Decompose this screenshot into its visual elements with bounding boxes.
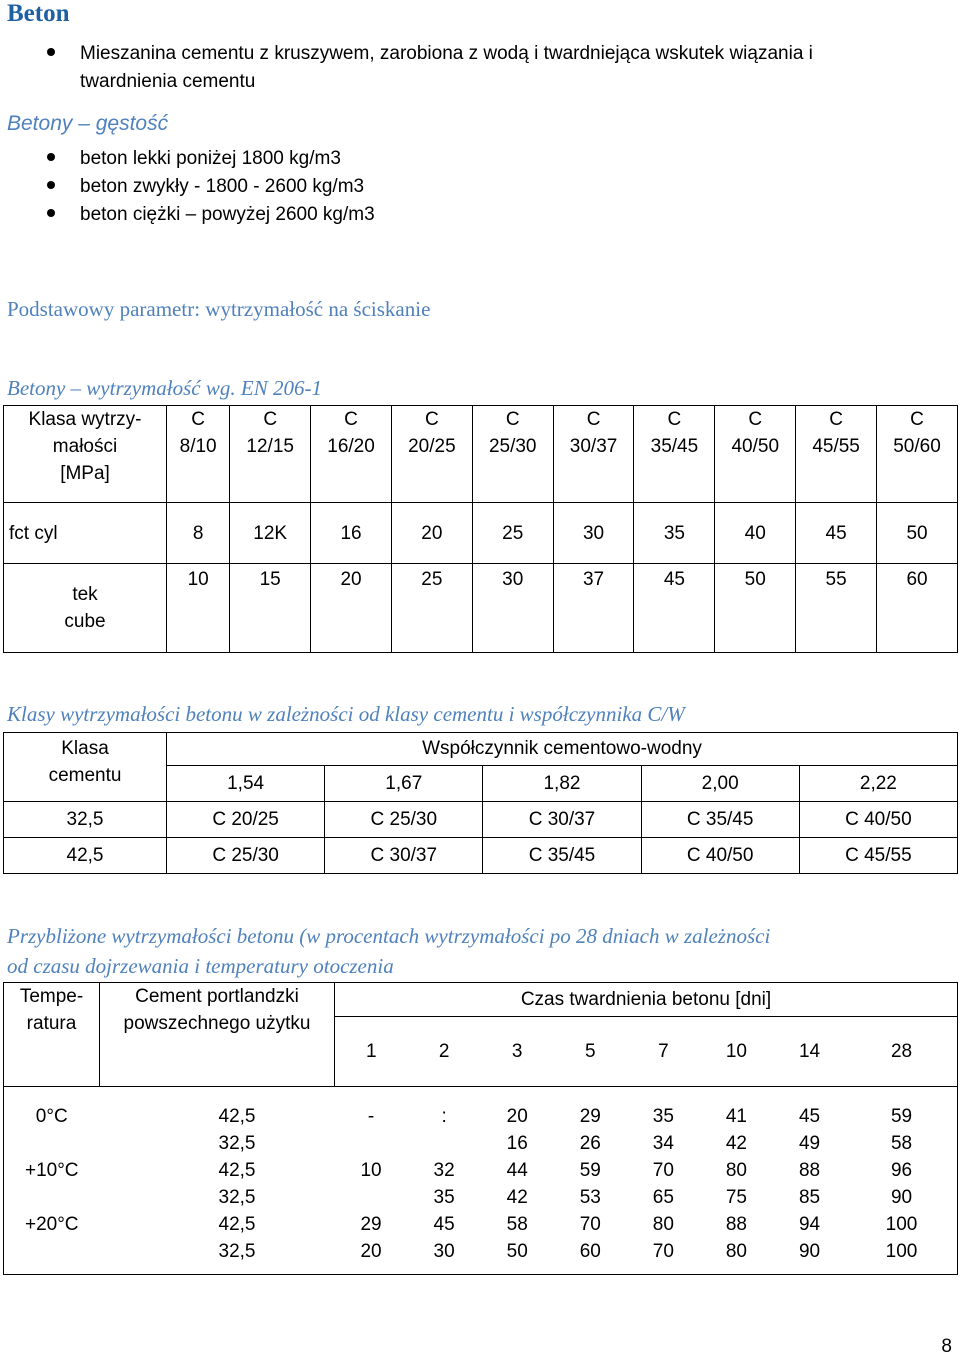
table-cell: 60: [877, 564, 958, 653]
table-cell: C 20/25: [167, 802, 325, 838]
table-cell: 45: [796, 503, 877, 564]
table-cell: 30: [553, 503, 634, 564]
table-header-cell: 14: [773, 1017, 846, 1087]
table-header-cell: 3: [481, 1017, 554, 1087]
table-cell: 88 85: [798, 1159, 821, 1208]
table-cell: tek cube: [4, 564, 167, 653]
table-cell: 41 42: [725, 1105, 747, 1154]
bullet-dot: [47, 48, 55, 56]
table-cell: 20 16: [506, 1105, 528, 1154]
table-header-cell: 2: [408, 1017, 481, 1087]
table-cell: 45 30: [433, 1213, 455, 1262]
table-cell: 25: [472, 503, 553, 564]
table-header-cell: Tempe- ratura: [4, 983, 100, 1087]
table-header-cell: Cement portlandzki powszechnego użytku: [100, 983, 335, 1087]
table-header-cell: 7: [627, 1017, 700, 1087]
table-cell: 50: [877, 503, 958, 564]
table-cell: 37: [553, 564, 634, 653]
table3-heading: Przybliżone wytrzymałości betonu (w procentach wytrzymałości po 28 dniach w zależności od czasu dojrzewania i temperatury otoczenia: [7, 924, 771, 978]
bullet-dot: [47, 153, 55, 161]
table-cell: 29 20: [360, 1213, 382, 1262]
table-cell: 16: [311, 503, 392, 564]
table-cell: 80 75: [725, 1159, 747, 1208]
table-header-cell: C 16/20: [311, 406, 392, 503]
table-cell: 59 53: [579, 1159, 601, 1208]
table-cell: 35: [634, 503, 715, 564]
table-header-cell: 10: [700, 1017, 773, 1087]
table-cell: 42,5 32,5: [218, 1159, 256, 1208]
table-header-cell: Czas twardnienia betonu [dni]: [335, 983, 958, 1017]
table-cell: C 35/45: [641, 802, 799, 838]
table-header-cell: Współczynnik cementowo-wodny: [167, 733, 958, 766]
table-row: [4, 1211, 958, 1265]
table-cell: 58 50: [506, 1213, 528, 1262]
table-cell: 30: [472, 564, 553, 653]
table-header-cell: Klasa cementu: [4, 733, 167, 802]
table-cell: -: [367, 1105, 375, 1127]
table-header-cell: Klasa wytrzy- małości [MPa]: [4, 406, 167, 503]
table-cell: 50: [715, 564, 796, 653]
table-header-cell: 1,54: [167, 766, 325, 802]
table-cell: 42,5 32,5: [218, 1105, 256, 1154]
table-cell: 42,5: [4, 838, 167, 874]
page-title: Beton: [7, 0, 70, 27]
table-cell: 10: [360, 1159, 382, 1181]
table-header-cell: 2,00: [641, 766, 799, 802]
table-header-cell: C 45/55: [796, 406, 877, 503]
table-cell: +10°C: [24, 1159, 79, 1181]
table-header-cell: 1,82: [483, 766, 641, 802]
table-row: [4, 564, 958, 653]
table-header-cell: C 35/45: [634, 406, 715, 503]
table-row: [4, 802, 958, 838]
definition-bullet: [80, 40, 813, 96]
list-item: beton zwykły - 1800 - 2600 kg/m3: [80, 173, 375, 201]
table-header-cell: C 30/37: [553, 406, 634, 503]
table-cell: 15: [230, 564, 311, 653]
page-number: 8: [941, 1336, 952, 1357]
table-row: [4, 733, 958, 766]
table-cell: 70 60: [579, 1213, 601, 1262]
table-cell: 25: [391, 564, 472, 653]
table-cell: 12K: [230, 503, 311, 564]
table-row: [4, 838, 958, 874]
table-cell: C 30/37: [325, 838, 483, 874]
strength-table: [3, 405, 958, 653]
table-cell: 32 35: [433, 1159, 455, 1208]
table-header-cell: C 50/60: [877, 406, 958, 503]
table-header-cell: C 12/15: [230, 406, 311, 503]
table-cell: 96 90: [890, 1159, 913, 1208]
table-cell: 20: [311, 564, 392, 653]
table-row: [4, 983, 958, 1017]
density-list: [80, 145, 375, 229]
table-cell: 44 42: [506, 1159, 528, 1208]
table-cell: 35 34: [652, 1105, 674, 1154]
table-cell: 29 26: [579, 1105, 601, 1154]
table-cell: 88 80: [725, 1213, 747, 1262]
table-header-cell: C 8/10: [167, 406, 230, 503]
table-cell: C 30/37: [483, 802, 641, 838]
table-cell: C 40/50: [641, 838, 799, 874]
bullet-dot: [47, 209, 55, 217]
table-cell: 45: [634, 564, 715, 653]
table-cell: 59 58: [890, 1105, 913, 1154]
table-row: [4, 406, 958, 503]
table-cell: C 40/50: [799, 802, 957, 838]
bullet-dot: [47, 181, 55, 189]
table-row: [4, 1157, 958, 1211]
table-cell: 42,5 32,5: [218, 1213, 256, 1262]
table2-heading: Klasy wytrzymałości betonu w zależności od klasy cementu i współczynnika C/W: [7, 702, 685, 726]
table-row: [4, 503, 958, 564]
table-spacer-row: [4, 1265, 958, 1275]
table-cell: 32,5: [4, 802, 167, 838]
table-cell: +20°C: [24, 1213, 79, 1235]
table-cell: 70 65: [652, 1159, 674, 1208]
table-cell: C 25/30: [167, 838, 325, 874]
density-heading: Betony – gęstość: [7, 112, 169, 135]
table-cell: 10: [167, 564, 230, 653]
table-cell: 8: [167, 503, 230, 564]
table-header-cell: 1: [335, 1017, 408, 1087]
table-cell: 40: [715, 503, 796, 564]
table-header-cell: C 40/50: [715, 406, 796, 503]
table-cell: 45 49: [798, 1105, 821, 1154]
list-item: beton ciężki – powyżej 2600 kg/m3: [80, 201, 375, 229]
table-cell: C 25/30: [325, 802, 483, 838]
maturity-table: [3, 982, 958, 1275]
basic-parameter-heading: Podstawowy parametr: wytrzymałość na ściskanie: [7, 297, 431, 321]
table-header-cell: C 25/30: [472, 406, 553, 503]
table-cell: 0°C: [35, 1105, 68, 1127]
table-cell: C 45/55: [799, 838, 957, 874]
table-cell: 80 70: [652, 1213, 674, 1262]
table-header-cell: 2,22: [799, 766, 957, 802]
table-header-cell: C 20/25: [391, 406, 472, 503]
table-row: [4, 1103, 958, 1157]
table1-heading: Betony – wytrzymałość wg. EN 206-1: [7, 376, 322, 400]
table-header-cell: 28: [846, 1017, 957, 1087]
definition-line: Mieszanina cementu z kruszywem, zarobiona z wodą i twardniejąca wskutek wiązania i: [80, 43, 813, 64]
table-cell: 20: [391, 503, 472, 564]
list-item: beton lekki poniżej 1800 kg/m3: [80, 145, 375, 173]
cement-class-table: [3, 732, 958, 874]
table-cell: fct cyl: [4, 503, 167, 564]
table-cell: 55: [796, 564, 877, 653]
table-cell: :: [441, 1105, 447, 1127]
table-cell: 94 90: [798, 1213, 821, 1262]
table-spacer-row: [4, 1087, 958, 1103]
table-header-cell: 5: [554, 1017, 627, 1087]
definition-line: twardnienia cementu: [80, 71, 256, 92]
table-cell: 100 100: [885, 1213, 918, 1262]
table-header-cell: 1,67: [325, 766, 483, 802]
table-cell: C 35/45: [483, 838, 641, 874]
